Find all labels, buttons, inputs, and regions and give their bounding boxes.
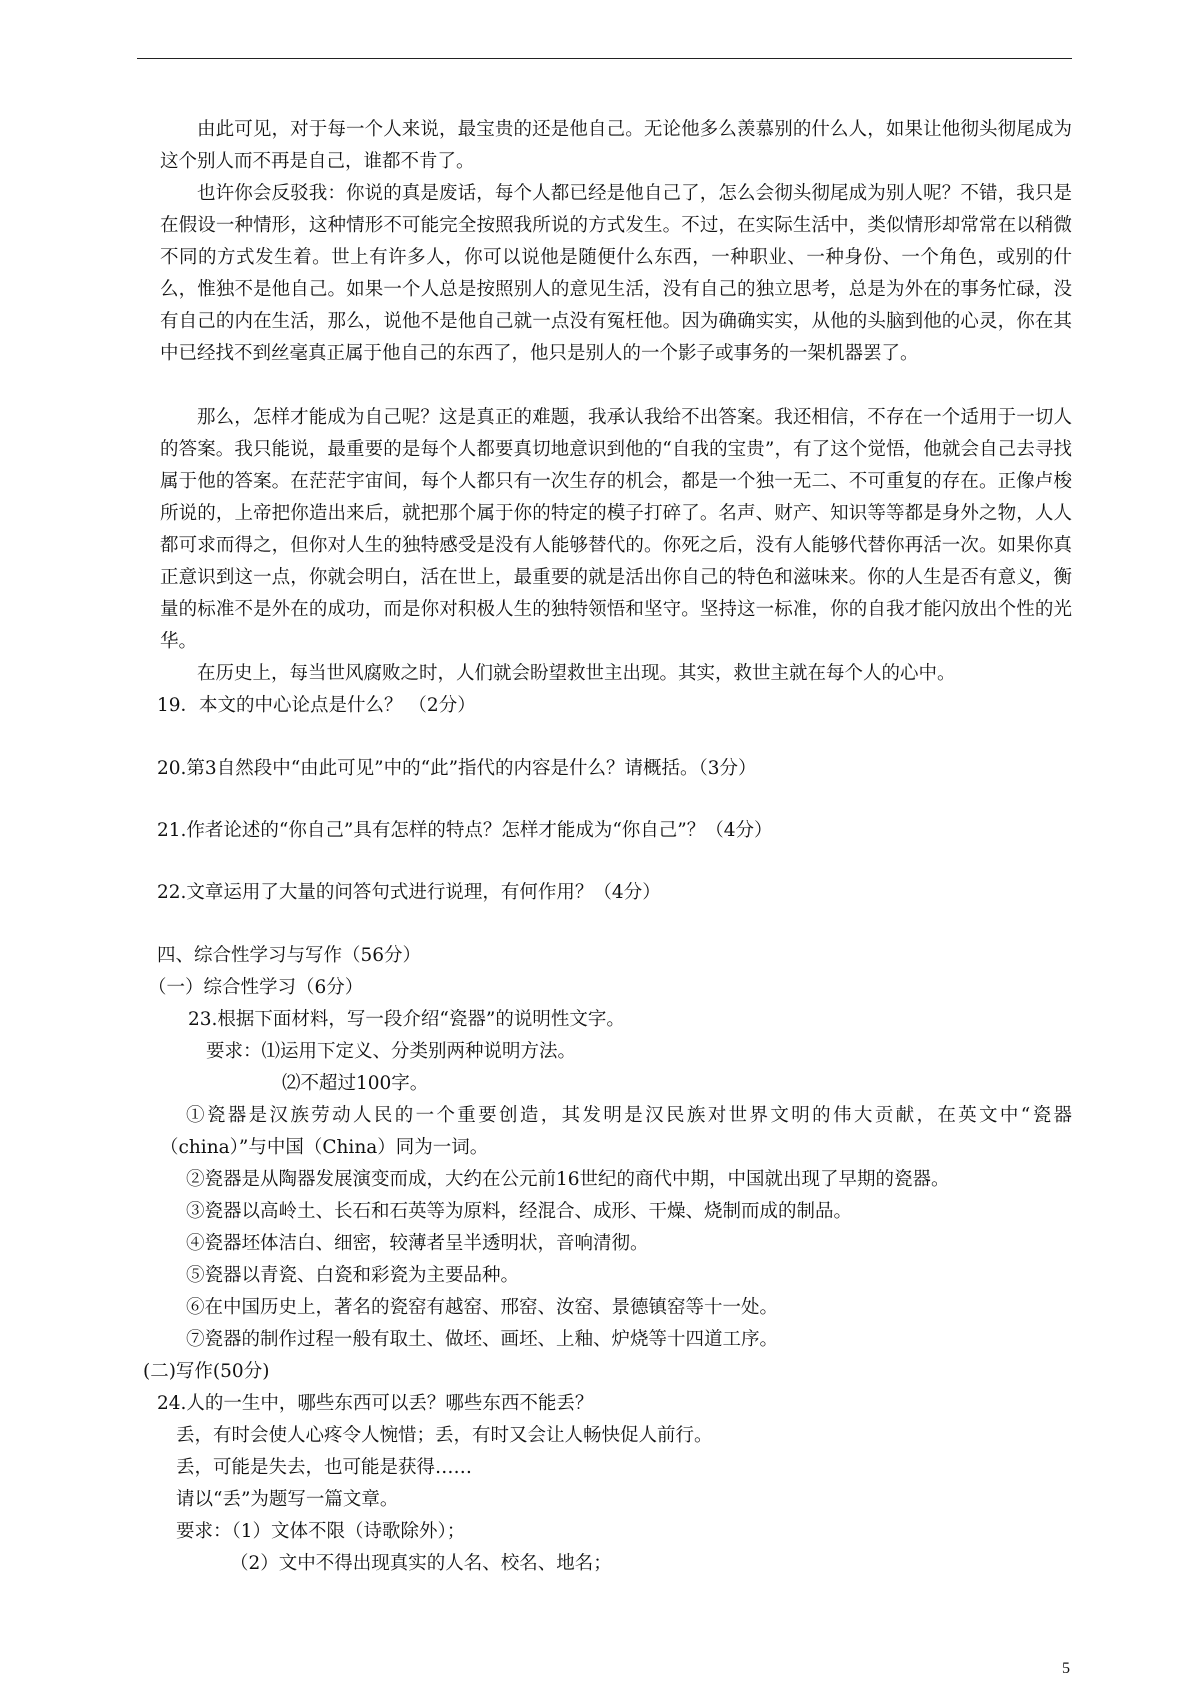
requirement-2: ⑵不超过100字。 — [282, 1073, 429, 1094]
writing-prompt-3: 请以“丢”为题写一篇文章。 — [176, 1489, 399, 1510]
writing-requirement-2: （2）文中不得出现真实的人名、校名、地名； — [230, 1553, 612, 1574]
question-24: 24.人的一生中，哪些东西可以丢？哪些东西不能丢？ — [157, 1393, 594, 1414]
question-19: 19．本文的中心论点是什么？ （2分） — [157, 695, 476, 716]
header-rule — [137, 58, 1072, 59]
paragraph-2: 也许你会反驳我：你说的真是废话，每个人都已经是他自己了，怎么会彻头彻尾成为别人呢？不错，我只是在假设一种情形，这种情形不可能完全按照我所说的方式发生。不过，在实际生活中，类似情形却常常在以稍微不同的方式发生着。世上有许多人，你可以说他是随便什么东西，一种职业、一种身份、一个角色，或别的什么，惟独不是他自己。如果一个人总是按照别人的意见生活，没有自己的独立思考，总是为外在的事务忙碌，没有自己的内在生活，那么，说他不是他自己就一点没有冤枉他。因为确确实实，从他的头脑到他的心灵，你在其中已经找不到丝毫真正属于他自己的东西了，他只是别人的一个影子或事务的一架机器罢了。 — [160, 183, 1072, 364]
material-4: ④瓷器坯体洁白、细密，较薄者呈半透明状，音响清彻。 — [186, 1233, 649, 1254]
material-3: ③瓷器以高岭土、长石和石英等为原料，经混合、成形、干燥、烧制而成的制品。 — [186, 1201, 853, 1222]
question-23: 23.根据下面材料，写一段介绍“瓷器”的说明性文字。 — [188, 1009, 625, 1030]
writing-prompt-2: 丢，可能是失去，也可能是获得…… — [176, 1457, 473, 1478]
question-21: 21.作者论述的“你自己”具有怎样的特点？怎样才能成为“你自己”？（4分） — [157, 820, 773, 841]
material-6: ⑥在中国历史上，著名的瓷窑有越窑、邢窑、汝窑、景德镇窑等十一处。 — [186, 1297, 779, 1318]
writing-requirement-1: 要求：（1）文体不限（诗歌除外）； — [176, 1521, 466, 1542]
question-20: 20.第3自然段中“由此可见”中的“此”指代的内容是什么？请概括。（3分） — [157, 758, 757, 779]
part-1-title: （一）综合性学习（6分） — [148, 977, 364, 998]
question-22: 22.文章运用了大量的问答句式进行说理，有何作用？（4分） — [157, 882, 661, 903]
material-5: ⑤瓷器以青瓷、白瓷和彩瓷为主要品种。 — [186, 1265, 520, 1286]
part-2-title: (二)写作(50分) — [143, 1361, 270, 1382]
page-number: 5 — [1062, 1660, 1070, 1677]
requirement-1: 要求：⑴运用下定义、分类别两种说明方法。 — [206, 1041, 577, 1062]
material-1: ①瓷器是汉族劳动人民的一个重要创造，其发明是汉民族对世界文明的伟大贡献，在英文中“瓷器（china）”与中国（China）同为一词。 — [160, 1105, 1072, 1158]
paragraph-4: 在历史上，每当世风腐败之时，人们就会盼望救世主出现。其实，救世主就在每个人的心中。 — [197, 663, 956, 684]
section-4-title: 四、综合性学习与写作（56分） — [157, 945, 422, 966]
writing-prompt-1: 丢，有时会使人心疼令人惋惜；丢，有时又会让人畅快促人前行。 — [176, 1425, 713, 1446]
material-2: ②瓷器是从陶器发展演变而成，大约在公元前16世纪的商代中期，中国就出现了早期的瓷器。 — [186, 1169, 950, 1190]
material-7: ⑦瓷器的制作过程一般有取土、做坯、画坯、上釉、炉烧等十四道工序。 — [186, 1329, 779, 1350]
paragraph-1: 由此可见，对于每一个人来说，最宝贵的还是他自己。无论他多么羡慕别的什么人，如果让他彻头彻尾成为这个别人而不再是自己，谁都不肯了。 — [160, 119, 1072, 172]
paragraph-3: 那么，怎样才能成为自己呢？这是真正的难题，我承认我给不出答案。我还相信，不存在一个适用于一切人的答案。我只能说，最重要的是每个人都要真切地意识到他的“自我的宝贵”，有了这个觉悟，他就会自己去寻找属于他的答案。在茫茫宇宙间，每个人都只有一次生存的机会，都是一个独一无二、不可重复的存在。正像卢梭所说的，上帝把你造出来后，就把那个属于你的特定的模子打碎了。名声、财产、知识等等都是身外之物，人人都可求而得之，但你对人生的独特感受是没有人能够替代的。你死之后，没有人能够代替你再活一次。如果你真正意识到这一点，你就会明白，活在世上，最重要的就是活出你自己的特色和滋味来。你的人生是否有意义，衡量的标准不是外在的成功，而是你对积极人生的独特领悟和坚守。坚持这一标准，你的自我才能闪放出个性的光华。 — [160, 407, 1072, 652]
